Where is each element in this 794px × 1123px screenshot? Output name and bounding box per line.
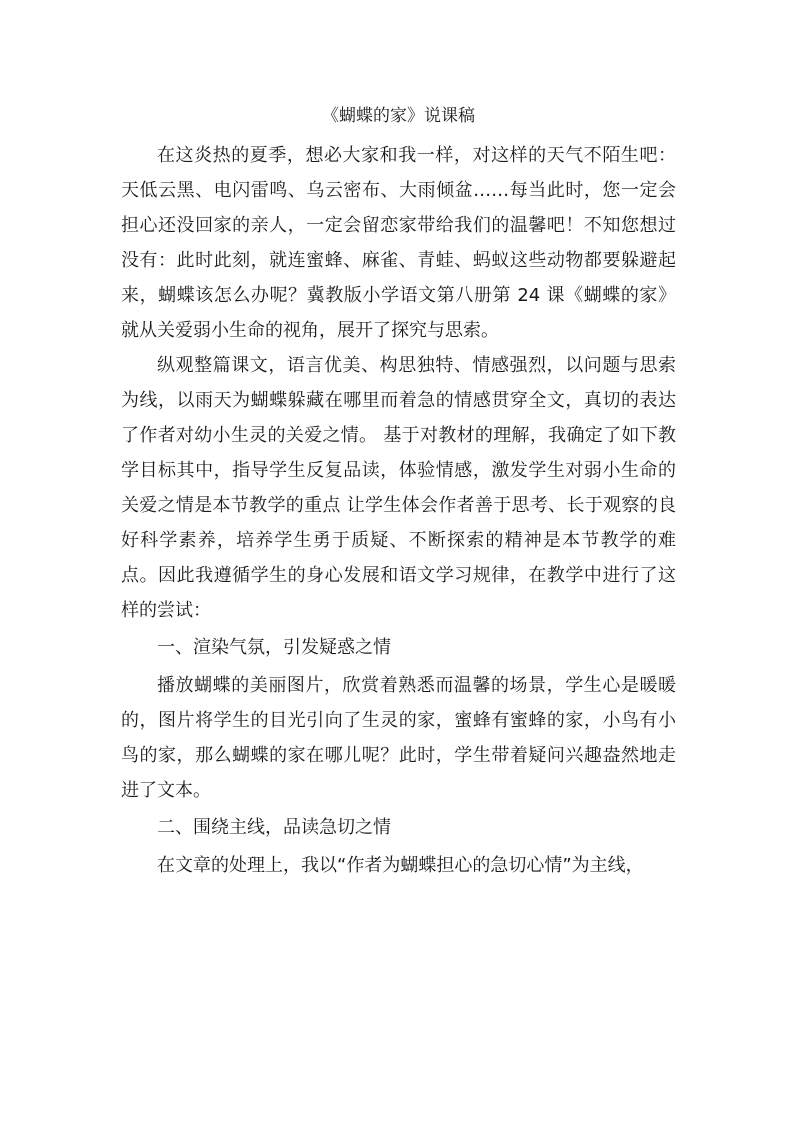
document-title: 《蝴蝶的家》说课稿: [322, 106, 475, 126]
intro-paragraph: 在这炎热的夏季，想必大家和我一样，对这样的天气不陌生吧：天低云黑、电闪雷鸣、乌云密布、大雨倾盆……每当此时，您一定会担心还没回家的亲人，一定会留恋家带给我们的温馨吧！不知您想过没有：此时此刻，就连蜜蜂、麻雀、青蛙、蚂蚁这些动物都要躲避起来，蝴蝶该怎么办呢？冀教版小学语文第八册第 24 课《蝴蝶的家》就从关爱弱小生命的视角，展开了探究与思索。: [121, 145, 676, 341]
section-heading-1: 一、渲染气氛，引发疑惑之情: [157, 637, 391, 658]
section-paragraph-1: 播放蝴蝶的美丽图片，欣赏着熟悉而温馨的场景，学生心是暖暖的，图片将学生的目光引向了生灵的家，蜜蜂有蜜蜂的家，小鸟有小鸟的家，那么蝴蝶的家在哪儿呢？此时，学生带着疑问兴趣盎然地走进了文本。: [121, 675, 676, 801]
document-body: [121, 104, 676, 883]
overview-paragraph: 纵观整篇课文，语言优美、构思独特、情感强烈，以问题与思索为线，以雨天为蝴蝶躲藏在哪里而着急的情感贯穿全文，真切的表达了作者对幼小生灵的关爱之情。 基于对教材的理解，我确定了如下教学目标其中，指导学生反复品读，体验情感，激发学生对弱小生命的关爱之情是本节教学的重点 让学生体会作者善于思考、长于观察的良好科学素养，培养学生勇于质疑、不断探索的精神是本节教学的难点。因此我遵循学生的身心发展和语文学习规律，在教学中进行了这样的尝试：: [121, 355, 676, 621]
section-paragraph-2: 在文章的处理上，我以“作者为蝴蝶担心的急切心情”为主线，: [157, 855, 644, 876]
section-heading-2: 二、围绕主线，品读急切之情: [157, 817, 391, 838]
